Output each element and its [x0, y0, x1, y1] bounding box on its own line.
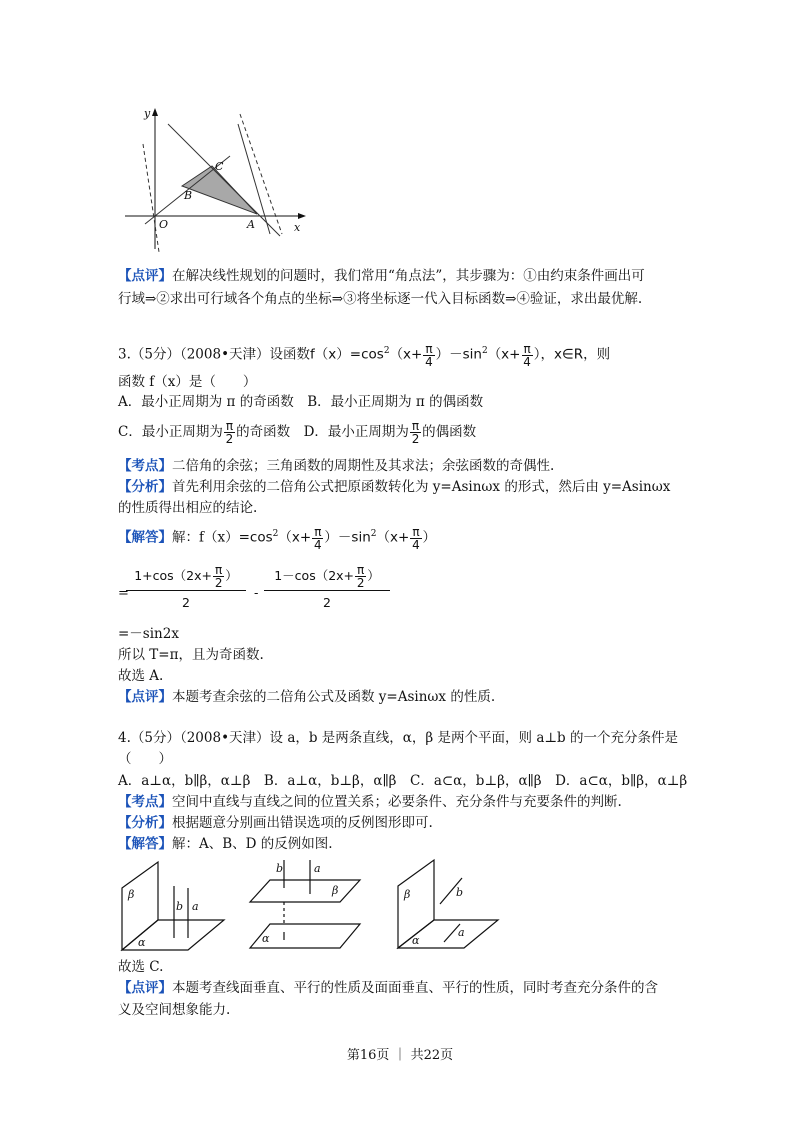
dashed-line-left	[143, 144, 159, 252]
q3-stem-line1: 3.（5分）（2008•天津）设函数$f(x)=\cos^2(x+$ $\frac{\pi}{4}$ ）$-\sin^2(x+$ $\frac{\pi}{4}$ ），x∈R，则	[118, 341, 611, 369]
label-o: O	[159, 218, 169, 231]
svg-text:a: a	[458, 926, 465, 939]
counterexample-figure-b	[240, 858, 372, 954]
q4-kaodian: 【考点】空间中直线与直线之间的位置关系；必要条件、充分条件与充要条件的判断.	[118, 794, 622, 810]
tag-dianping: 【点评】	[118, 268, 172, 284]
q3-stem-line2: 函数 f（x）是（ ）	[118, 374, 257, 390]
svg-text:a: a	[314, 862, 321, 875]
q3-fenxi-line1: 【分析】首先利用余弦的二倍角公式把原函数转化为 y=Asinωx 的形式，然后由 y=Asinωx	[118, 479, 671, 495]
svg-text:α: α	[412, 934, 420, 947]
svg-text:α: α	[138, 936, 146, 949]
shaded-region	[182, 166, 257, 214]
svg-text:b: b	[276, 862, 284, 875]
q3-kaodian: 【考点】二倍角的余弦；三角函数的周期性及其求法；余弦函数的奇偶性.	[118, 458, 555, 474]
fraction-pi-over-4: $\frac{\pi}{4}$	[523, 341, 531, 369]
q3-step3: 所以 T=π，且为奇函数.	[118, 647, 264, 663]
x-axis-arrow	[298, 213, 306, 219]
svg-text:β: β	[404, 888, 411, 901]
counterexample-figure-c	[390, 856, 502, 954]
q3-fenxi-line2: 的性质得出相应的结论.	[118, 500, 258, 516]
q4-jieda: 【解答】解：A、B、D 的反例如图.	[118, 836, 333, 852]
q4-fenxi: 【分析】根据题意分别画出错误选项的反例图形即可.	[118, 815, 433, 831]
q4-comment-line1: 【点评】本题考查线面垂直、平行的性质及面面垂直、平行的性质，同时考查充分条件的含	[118, 980, 658, 996]
q4-options: A．a⊥α，b∥β，α⊥β B．a⊥α，b⊥β，α∥β C．a⊂α，b⊥β，α∥β D．a⊂α，b∥β，α⊥β	[118, 773, 688, 789]
svg-text:a: a	[192, 900, 199, 913]
q3-options-cd: C．最小正周期为 $\frac{\pi}{2}$ 的奇函数 D．最小正周期为 $\frac{\pi}{2}$ 的偶函数	[118, 419, 477, 446]
label-c: C	[215, 160, 224, 173]
q4-choose: 故选 C.	[118, 959, 164, 975]
q3-comment: 【点评】本题考查余弦的二倍角公式及函数 y=Asinωx 的性质.	[118, 689, 496, 705]
svg-text:α: α	[262, 932, 270, 945]
q4-stem-line1: 4.（5分）（2008•天津）设 a，b 是两条直线，α，β 是两个平面，则 a⊥b 的一个充分条件是	[118, 730, 678, 746]
q3-options-ab: A．最小正周期为 π 的奇函数 B．最小正周期为 π 的偶函数	[118, 394, 484, 410]
line-ba	[168, 124, 280, 236]
q3-jieda-line1: 【解答】解：$f(x)=\cos^2(x+$ $\frac{\pi}{4}$ ）$-\sin^2(x+$ $\frac{\pi}{4}$ ）	[118, 524, 437, 552]
svg-text:b: b	[176, 900, 184, 913]
q2-comment-line2: 行域⇒②求出可行域各个角点的坐标⇒③将坐标逐一代入目标函数⇒④验证，求出最优解.	[118, 291, 643, 307]
svg-text:b: b	[456, 886, 464, 899]
fraction-pi-over-4: $\frac{\pi}{4}$	[425, 341, 433, 369]
y-axis-arrow	[152, 108, 158, 116]
page-footer: 第16页 ｜ 共22页	[346, 1048, 454, 1063]
q4-stem-line2: （ ）	[118, 751, 172, 767]
q3-big-fraction-expression: = 1+cos（2x+ $\frac{\pi}{2}$ ） 2 - 1－cos（2x+ $\frac{\pi}{2}$ ） 2	[118, 562, 408, 622]
fraction-pi-over-2: $\frac{\pi}{2}$	[225, 419, 234, 446]
svg-text:β: β	[128, 888, 135, 901]
svg-text:β: β	[332, 884, 339, 897]
label-y: y	[144, 107, 151, 120]
fraction-pi-over-2: $\frac{\pi}{2}$	[411, 419, 420, 446]
q3-step4: 故选 A.	[118, 668, 164, 684]
label-b: B	[184, 189, 193, 202]
label-x: x	[294, 221, 301, 234]
q2-comment-line1: 【点评】在解决线性规划的问题时，我们常用“角点法”，其步骤为：①由约束条件画出可	[118, 268, 645, 284]
q4-comment-line2: 义及空间想象能力.	[118, 1002, 231, 1018]
counterexample-figure-a	[118, 858, 228, 954]
q3-step2: =－sin2x	[118, 626, 179, 642]
feasible-region-figure	[120, 104, 310, 254]
label-a: A	[247, 218, 255, 231]
